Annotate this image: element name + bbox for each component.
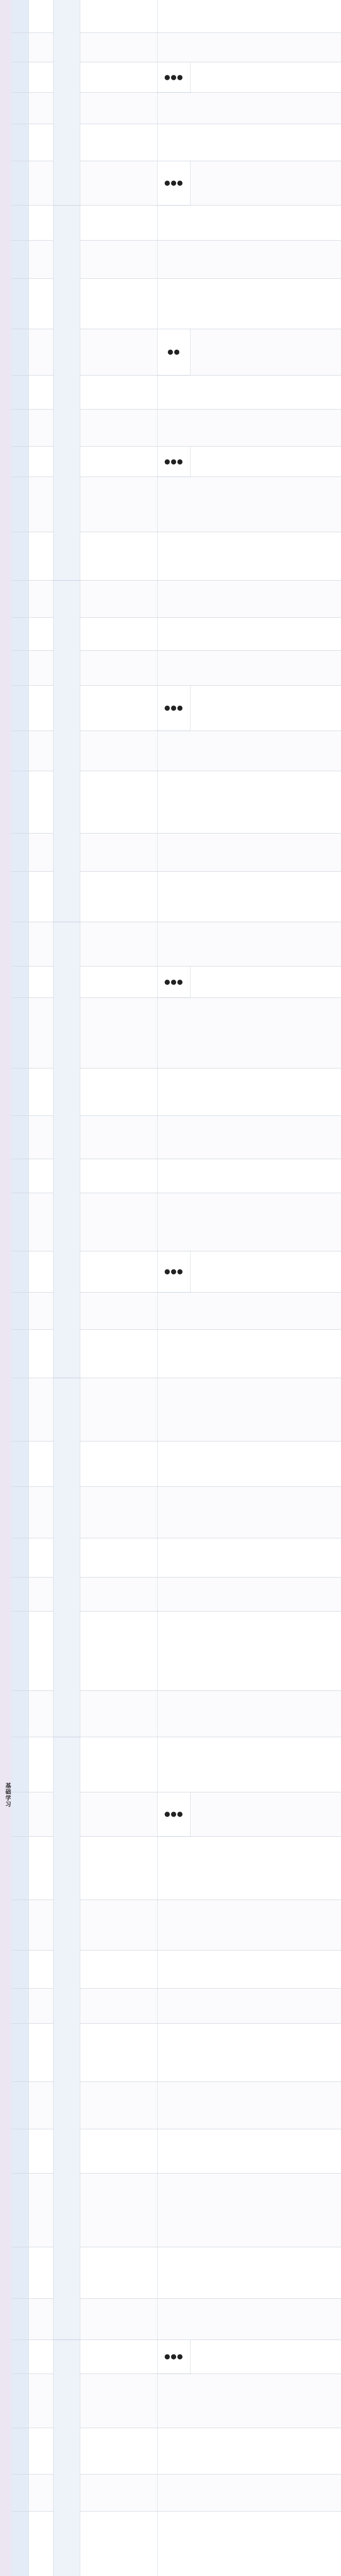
row-number-cell — [29, 1837, 54, 1900]
study-requirement — [191, 1159, 341, 1193]
study-requirement — [191, 1330, 341, 1378]
study-requirement — [191, 2174, 341, 2247]
knowledge-point-title — [80, 1691, 158, 1737]
module-cell — [11, 1442, 29, 1486]
row-number-cell — [29, 998, 54, 1068]
module-cell — [11, 2024, 29, 2081]
row-number-cell — [29, 1951, 54, 1988]
knowledge-point-title — [80, 2428, 158, 2474]
knowledge-point-title — [80, 2299, 158, 2340]
module-cell — [11, 2247, 29, 2298]
module-cell — [11, 1293, 29, 1329]
knowledge-point-title — [80, 1487, 158, 1538]
module-cell — [11, 2299, 29, 2340]
row-number-cell — [29, 967, 54, 997]
knowledge-point-title — [80, 2475, 158, 2511]
importance-rating: ●●● — [158, 447, 191, 477]
study-requirement — [191, 1951, 341, 1988]
knowledge-point-title — [80, 2340, 158, 2374]
row-number-cell — [29, 2475, 54, 2511]
knowledge-point-title — [80, 651, 158, 685]
knowledge-point-title — [80, 1578, 158, 1611]
study-requirement — [191, 2247, 341, 2298]
study-requirement — [191, 410, 341, 446]
study-requirement — [191, 1538, 341, 1577]
module-cell — [11, 1989, 29, 2023]
row-number-cell — [29, 581, 54, 617]
row-number-cell — [29, 1900, 54, 1950]
study-requirement — [191, 686, 341, 731]
module-cell — [11, 1837, 29, 1900]
knowledge-point-title — [80, 1159, 158, 1193]
knowledge-point-title — [80, 161, 158, 205]
knowledge-point-title — [80, 1612, 158, 1690]
study-requirement — [191, 618, 341, 650]
knowledge-point-title — [80, 124, 158, 161]
module-cell — [11, 477, 29, 532]
module-cell — [11, 447, 29, 477]
study-requirement — [191, 1251, 341, 1292]
module-cell — [11, 967, 29, 997]
knowledge-point-title — [80, 0, 158, 32]
knowledge-point-title — [80, 1378, 158, 1441]
knowledge-point-title — [80, 477, 158, 532]
study-requirement — [191, 1378, 341, 1441]
knowledge-point-title — [80, 581, 158, 617]
module-cell — [11, 651, 29, 685]
knowledge-point-title — [80, 2024, 158, 2081]
module-cell — [11, 532, 29, 580]
importance-rating: ●●● — [158, 62, 191, 93]
row-number-cell — [29, 922, 54, 966]
row-number-cell — [29, 1069, 54, 1115]
study-requirement — [191, 1487, 341, 1538]
study-requirement — [191, 2082, 341, 2129]
knowledge-point-title — [80, 1442, 158, 1486]
study-requirement — [191, 1837, 341, 1900]
module-cell — [11, 872, 29, 922]
study-requirement — [191, 2129, 341, 2173]
row-number-cell — [29, 1612, 54, 1690]
knowledge-point-title — [80, 1837, 158, 1900]
knowledge-point-title — [80, 447, 158, 477]
study-requirement — [191, 33, 341, 62]
module-cell — [11, 279, 29, 329]
knowledge-point-title — [80, 33, 158, 62]
row-number-cell — [29, 1792, 54, 1836]
knowledge-point-title — [80, 1989, 158, 2023]
row-number-cell — [29, 2082, 54, 2129]
module-cell — [11, 1069, 29, 1115]
importance-rating: ●●● — [158, 967, 191, 998]
chapter-cell — [54, 581, 80, 922]
study-requirement — [191, 1578, 341, 1611]
study-requirement — [191, 771, 341, 833]
study-requirement — [191, 1691, 341, 1737]
study-requirement — [191, 651, 341, 685]
row-number-cell — [29, 241, 54, 278]
importance-rating: ●●● — [158, 161, 191, 206]
study-requirement — [191, 1116, 341, 1159]
module-cell — [11, 161, 29, 205]
row-number-cell — [29, 731, 54, 771]
row-number-cell — [29, 1737, 54, 1792]
row-number-cell — [29, 1116, 54, 1159]
module-cell — [11, 1538, 29, 1577]
module-cell — [11, 1251, 29, 1292]
knowledge-point-title — [80, 834, 158, 871]
chapter-cell — [54, 206, 80, 581]
module-cell — [11, 834, 29, 871]
knowledge-point-title — [80, 2247, 158, 2298]
module-cell — [11, 771, 29, 833]
knowledge-point-title — [80, 1116, 158, 1159]
stage-label: 基础学习 — [5, 1783, 11, 1807]
knowledge-point-title — [80, 998, 158, 1068]
chapter-cell — [54, 0, 80, 206]
module-cell — [11, 93, 29, 124]
study-requirement — [191, 967, 341, 997]
module-cell — [11, 581, 29, 617]
module-cell — [11, 2129, 29, 2173]
row-number-cell — [29, 1442, 54, 1486]
row-number-cell — [29, 686, 54, 731]
study-requirement — [191, 1900, 341, 1950]
module-cell — [11, 62, 29, 92]
study-requirement — [191, 731, 341, 771]
study-requirement — [191, 2428, 341, 2474]
knowledge-point-title — [80, 967, 158, 997]
importance-rating: ●●● — [158, 686, 191, 731]
row-number-cell — [29, 2024, 54, 2081]
study-requirement — [191, 124, 341, 161]
module-cell — [11, 241, 29, 278]
study-requirement — [191, 447, 341, 477]
module-cell — [11, 922, 29, 966]
module-cell — [11, 686, 29, 731]
module-cell — [11, 1691, 29, 1737]
study-requirement — [191, 1193, 341, 1251]
study-requirement — [191, 2340, 341, 2374]
row-number-cell — [29, 206, 54, 240]
importance-rating: ●●● — [158, 1792, 191, 1837]
knowledge-point-title — [80, 872, 158, 922]
module-cell — [11, 1193, 29, 1251]
knowledge-point-title — [80, 1538, 158, 1577]
knowledge-point-title — [80, 376, 158, 409]
row-number-cell — [29, 329, 54, 375]
module-cell — [11, 998, 29, 1068]
importance-rating: ●● — [158, 329, 191, 376]
module-cell — [11, 1116, 29, 1159]
knowledge-point-title — [80, 1069, 158, 1115]
knowledge-point-title — [80, 731, 158, 771]
study-requirement — [191, 834, 341, 871]
module-cell — [11, 2374, 29, 2428]
knowledge-point-title — [80, 1792, 158, 1836]
row-number-cell — [29, 2374, 54, 2428]
knowledge-point-title — [80, 1900, 158, 1950]
module-cell — [11, 410, 29, 446]
knowledge-point-title — [80, 1951, 158, 1988]
study-requirement — [191, 1737, 341, 1792]
study-requirement — [191, 0, 341, 32]
study-requirement — [191, 93, 341, 124]
knowledge-point-title — [80, 2129, 158, 2173]
row-number-cell — [29, 62, 54, 92]
row-number-cell — [29, 447, 54, 477]
study-requirement — [191, 922, 341, 966]
module-cell — [11, 33, 29, 62]
knowledge-point-title — [80, 1193, 158, 1251]
module-cell — [11, 2475, 29, 2511]
study-requirement — [191, 62, 341, 92]
row-number-cell — [29, 161, 54, 205]
module-cell — [11, 2512, 29, 2576]
row-number-cell — [29, 93, 54, 124]
knowledge-point-title — [80, 2512, 158, 2576]
study-requirement — [191, 2024, 341, 2081]
row-number-cell — [29, 376, 54, 409]
module-cell — [11, 124, 29, 161]
knowledge-point-title — [80, 2174, 158, 2247]
knowledge-point-title — [80, 410, 158, 446]
row-number-cell — [29, 1159, 54, 1193]
module-cell — [11, 1900, 29, 1950]
knowledge-point-title — [80, 618, 158, 650]
module-cell — [11, 1330, 29, 1378]
row-number-cell — [29, 2299, 54, 2340]
knowledge-point-title — [80, 329, 158, 375]
knowledge-point-title — [80, 771, 158, 833]
module-cell — [11, 1792, 29, 1836]
knowledge-point-title — [80, 922, 158, 966]
module-cell — [11, 1612, 29, 1690]
module-cell — [11, 1951, 29, 1988]
study-requirement — [191, 1989, 341, 2023]
stage-column — [0, 0, 12, 2576]
row-number-cell — [29, 1691, 54, 1737]
row-number-cell — [29, 279, 54, 329]
row-number-cell — [29, 1487, 54, 1538]
study-requirement — [191, 2374, 341, 2428]
module-cell — [11, 1737, 29, 1792]
study-requirement — [191, 241, 341, 278]
chapter-cell — [54, 1378, 80, 1737]
module-cell — [11, 329, 29, 375]
knowledge-point-title — [80, 93, 158, 124]
study-requirement — [191, 1612, 341, 1690]
row-number-cell — [29, 124, 54, 161]
importance-rating: ●●● — [158, 1251, 191, 1293]
study-requirement — [191, 477, 341, 532]
study-requirement — [191, 581, 341, 617]
row-number-cell — [29, 2129, 54, 2173]
study-requirement — [191, 532, 341, 580]
study-requirement — [191, 329, 341, 375]
row-number-cell — [29, 2428, 54, 2474]
row-number-cell — [29, 410, 54, 446]
knowledge-point-title — [80, 1737, 158, 1792]
row-number-cell — [29, 2174, 54, 2247]
row-number-cell — [29, 834, 54, 871]
module-cell — [11, 2340, 29, 2374]
row-number-cell — [29, 1293, 54, 1329]
knowledge-point-title — [80, 241, 158, 278]
module-cell — [11, 206, 29, 240]
module-cell — [11, 2428, 29, 2474]
row-number-cell — [29, 1330, 54, 1378]
chapter-cell — [54, 1737, 80, 2340]
row-number-cell — [29, 618, 54, 650]
row-number-cell — [29, 1578, 54, 1611]
module-cell — [11, 376, 29, 409]
knowledge-point-title — [80, 1251, 158, 1292]
row-number-cell — [29, 872, 54, 922]
study-requirement — [191, 998, 341, 1068]
row-number-cell — [29, 477, 54, 532]
table-body — [11, 0, 341, 2576]
chapter-cell — [54, 922, 80, 1378]
study-requirement — [191, 2299, 341, 2340]
module-cell — [11, 731, 29, 771]
study-requirement — [191, 1792, 341, 1836]
knowledge-point-title — [80, 1293, 158, 1329]
module-cell — [11, 618, 29, 650]
study-requirement — [191, 872, 341, 922]
row-number-cell — [29, 771, 54, 833]
module-cell — [11, 1487, 29, 1538]
importance-rating: ●●● — [158, 2340, 191, 2374]
knowledge-point-title — [80, 206, 158, 240]
knowledge-point-title — [80, 279, 158, 329]
study-requirement — [191, 1442, 341, 1486]
module-cell — [11, 1578, 29, 1611]
row-number-cell — [29, 532, 54, 580]
knowledge-point-title — [80, 1330, 158, 1378]
row-number-cell — [29, 2247, 54, 2298]
row-number-cell — [29, 1538, 54, 1577]
module-cell — [11, 1378, 29, 1441]
chapter-cell — [54, 2340, 80, 2576]
module-cell — [11, 0, 29, 32]
study-requirement — [191, 279, 341, 329]
row-number-cell — [29, 1989, 54, 2023]
row-number-cell — [29, 1193, 54, 1251]
study-requirement — [191, 1293, 341, 1329]
row-number-cell — [29, 2512, 54, 2576]
row-number-cell — [29, 0, 54, 32]
knowledge-point-title — [80, 2374, 158, 2428]
study-requirement — [191, 376, 341, 409]
knowledge-point-title — [80, 62, 158, 92]
knowledge-point-title — [80, 686, 158, 731]
knowledge-point-title — [80, 532, 158, 580]
row-number-cell — [29, 1378, 54, 1441]
row-number-cell — [29, 651, 54, 685]
row-number-cell — [29, 1251, 54, 1292]
row-number-cell — [29, 2340, 54, 2374]
study-requirement — [191, 206, 341, 240]
study-requirement — [191, 2475, 341, 2511]
module-cell — [11, 2174, 29, 2247]
knowledge-point-title — [80, 2082, 158, 2129]
row-number-cell — [29, 33, 54, 62]
module-cell — [11, 1159, 29, 1193]
study-requirement — [191, 161, 341, 205]
study-requirement — [191, 1069, 341, 1115]
study-requirement — [191, 2512, 341, 2576]
module-cell — [11, 2082, 29, 2129]
